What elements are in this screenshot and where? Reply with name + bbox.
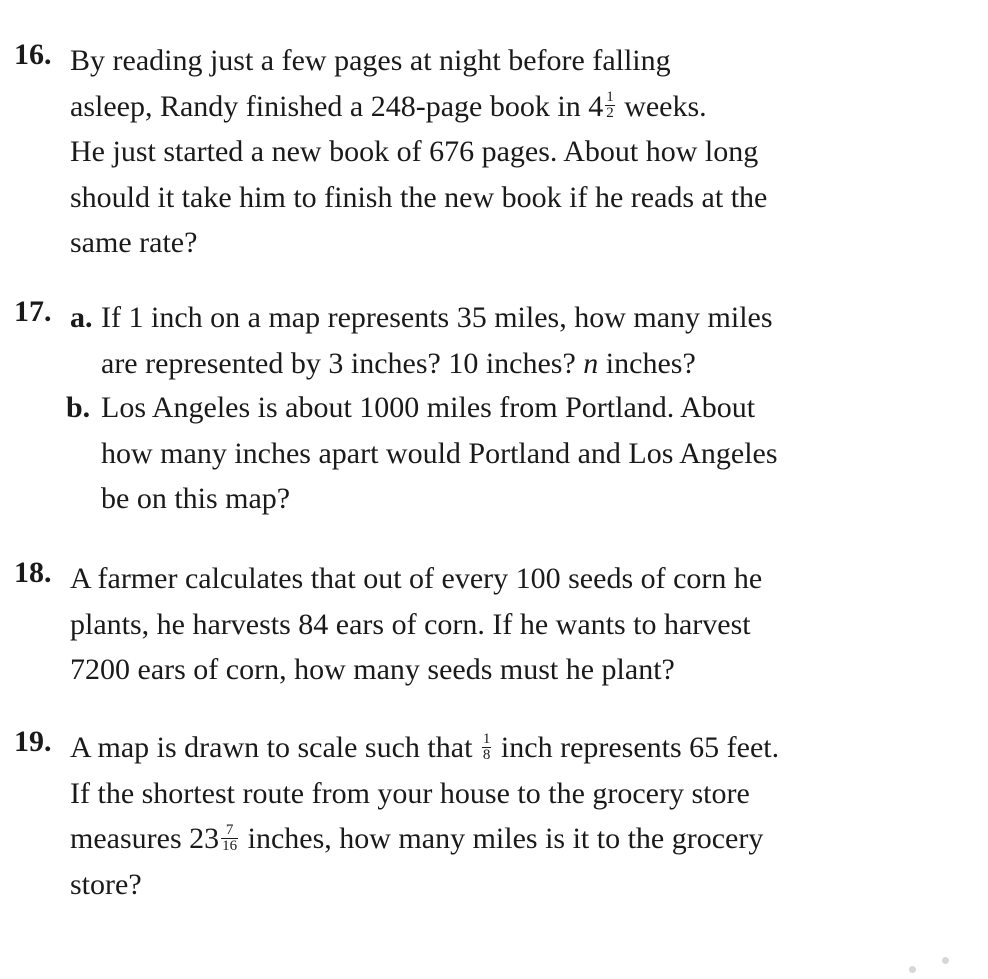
- problem-number: 18.: [14, 556, 52, 589]
- text-segment: inches?: [598, 346, 696, 380]
- text-line: If the shortest route from your house to the grocery store: [70, 776, 750, 810]
- variable-n: n: [583, 346, 599, 380]
- fraction: [221, 823, 238, 854]
- text-segment: are represented by 3 inches? 10 inches?: [101, 346, 584, 380]
- fraction-denominator: 2: [606, 105, 614, 122]
- text-segment: measures 23: [70, 822, 220, 855]
- text-segment: inches, how many miles is it to the grocery: [240, 822, 764, 855]
- text-line: [70, 816, 950, 862]
- text-line: Los Angeles is about 1000 miles from Portland. About: [101, 391, 756, 424]
- fraction-numerator: 1: [482, 730, 491, 747]
- text-segment: A map is drawn to scale such that: [70, 731, 480, 764]
- text-line: By reading just a few pages at night before falling: [70, 44, 671, 77]
- text-segment: inch represents 65 feet.: [493, 731, 780, 764]
- text-segment: weeks.: [616, 89, 707, 123]
- problem-part-b: [66, 385, 950, 522]
- text-line: 7200 ears of corn, how many seeds must he plant?: [70, 653, 675, 686]
- problem-number: 16.: [14, 38, 52, 71]
- problem-number: 19.: [14, 725, 52, 758]
- fraction-numerator: 7: [221, 823, 238, 839]
- text-line: store?: [70, 867, 142, 901]
- decorative-dot: [942, 957, 949, 964]
- problem-number: 17.: [14, 295, 52, 328]
- part-label: b.: [66, 391, 91, 424]
- text-line: A farmer calculates that out of every 100 seeds of corn he: [70, 562, 763, 595]
- text-line: [70, 725, 950, 771]
- fraction-denominator: 8: [482, 746, 491, 763]
- part-label: a.: [70, 301, 93, 334]
- text-line: He just started a new book of 676 pages. About how long: [70, 135, 759, 168]
- text-line: be on this map?: [101, 482, 291, 515]
- text-line: should it take him to finish the new book if he reads at the: [70, 180, 768, 214]
- text-segment: asleep, Randy finished a 248-page book in 4: [70, 89, 604, 123]
- fraction: [605, 90, 615, 121]
- fraction-numerator: 1: [606, 89, 614, 106]
- decorative-dot: [909, 966, 916, 973]
- text-line: same rate?: [70, 226, 198, 259]
- text-line: If 1 inch on a map represents 35 miles, how many miles: [101, 301, 773, 334]
- problem-text: [70, 38, 950, 266]
- text-line: [101, 341, 950, 387]
- problem-text: [70, 556, 950, 693]
- fraction: [482, 732, 492, 763]
- text-line: how many inches apart would Portland and Los Angeles: [101, 436, 778, 470]
- text-line: plants, he harvests 84 ears of corn. If he wants to harvest: [70, 607, 751, 641]
- fraction-denominator: 16: [222, 837, 238, 854]
- text-line: [70, 84, 950, 130]
- problem-text: [70, 725, 950, 907]
- problem-part-a: [70, 295, 950, 386]
